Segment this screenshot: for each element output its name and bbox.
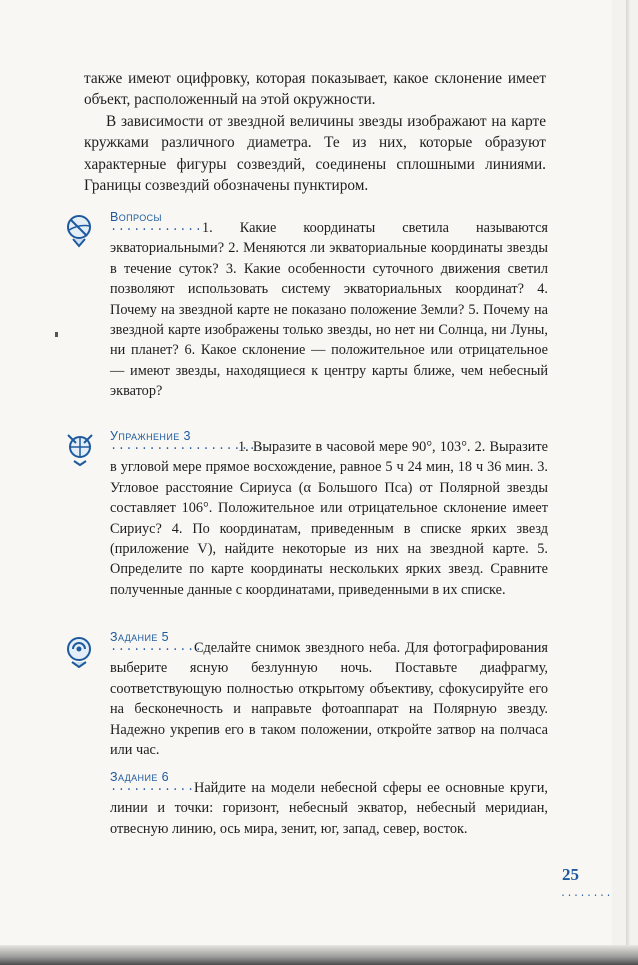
- exercise-heading: Упражнение 3: [110, 429, 191, 443]
- intro-paragraph-1: также имеют оцифровку, которая показывает, какое склонение имеет объект, расположенный на этой окружности.: [84, 70, 546, 109]
- intro-paragraph-2: В зависимости от звездной величины звезды изображают на карте кружками различного диаметра. Те из них, которые образуют характерные фигуры созвездий, соединены сплошными линиями. Границы созвездий обозначены пунктиром.: [84, 112, 546, 195]
- questions-text: 1. Какие координаты светила называются экваториальными? 2. Меняются ли экваториальные координаты звезды в течение суток? 3. Какие особенности суточного движения светил позволяют использовать систему экваториальных координат? 4. Почему на звездной карте не показано положение Земли? 5. Почему на звездной карте изображены только звезды, но нет ни Солнца, ни Луны, ни планет? 6. Какое склонение — положительное или отрицательное — имеют звезды, находящиеся к центру карты ближе, чем небесный экватор?: [110, 220, 548, 400]
- task-icon: [64, 632, 96, 668]
- page-spine: [626, 0, 630, 945]
- task5-heading: Задание 5: [110, 630, 169, 644]
- questions-icon: [64, 212, 96, 248]
- task5-dots: ............: [110, 640, 203, 654]
- task5-text: Сделайте снимок звездного неба. Для фотографирования выберите ясную безлунную ночь. Поставьте диафрагму, соответствующую полностью открытому объективу, сфокусируйте его на бесконечность и направьте фотоаппарат на Полярную звезду. Надежно укрепив его в таком положении, откройте затвор на полчаса или час.: [110, 640, 548, 759]
- task6-heading: Задание 6: [110, 770, 169, 784]
- exercise-icon: [64, 431, 96, 467]
- task6-dots: ...........: [110, 780, 195, 794]
- scan-bottom-edge: [0, 945, 638, 965]
- margin-mark: [55, 332, 58, 337]
- exercise-text: 1. Выразите в часовой мере 90°, 103°. 2. Выразите в угловой мере прямое восхождение, равное 5 ч 24 мин, 18 ч 36 мин. 3. Угловое расстояние Сириуса (α Большого Пса) от Полярной звезды составляет 106°. Положительное или отрицательное склонение имеет Сириус? 4. По координатам, приведенным в списке ярких звезд (приложение V), найдите некоторые из них на звездной карте. 5. Определите по карте координаты нескольких ярких звезд. Сравните полученные данные с координатами, приведенными в их списке.: [110, 439, 548, 598]
- exercise-dots: .....................: [110, 439, 272, 453]
- intro-text: [84, 68, 546, 196]
- page-number-dots: ........: [560, 889, 613, 900]
- task6-text: Найдите на модели небесной сферы ее основные круги, линии и точки: горизонт, небесный экватор, небесный меридиан, отвесную линию, ось мира, зенит, юг, запад, север, восток.: [110, 780, 548, 837]
- questions-heading: Вопросы: [110, 210, 162, 224]
- questions-dots: ............: [110, 220, 203, 234]
- page-number: 25: [562, 865, 579, 884]
